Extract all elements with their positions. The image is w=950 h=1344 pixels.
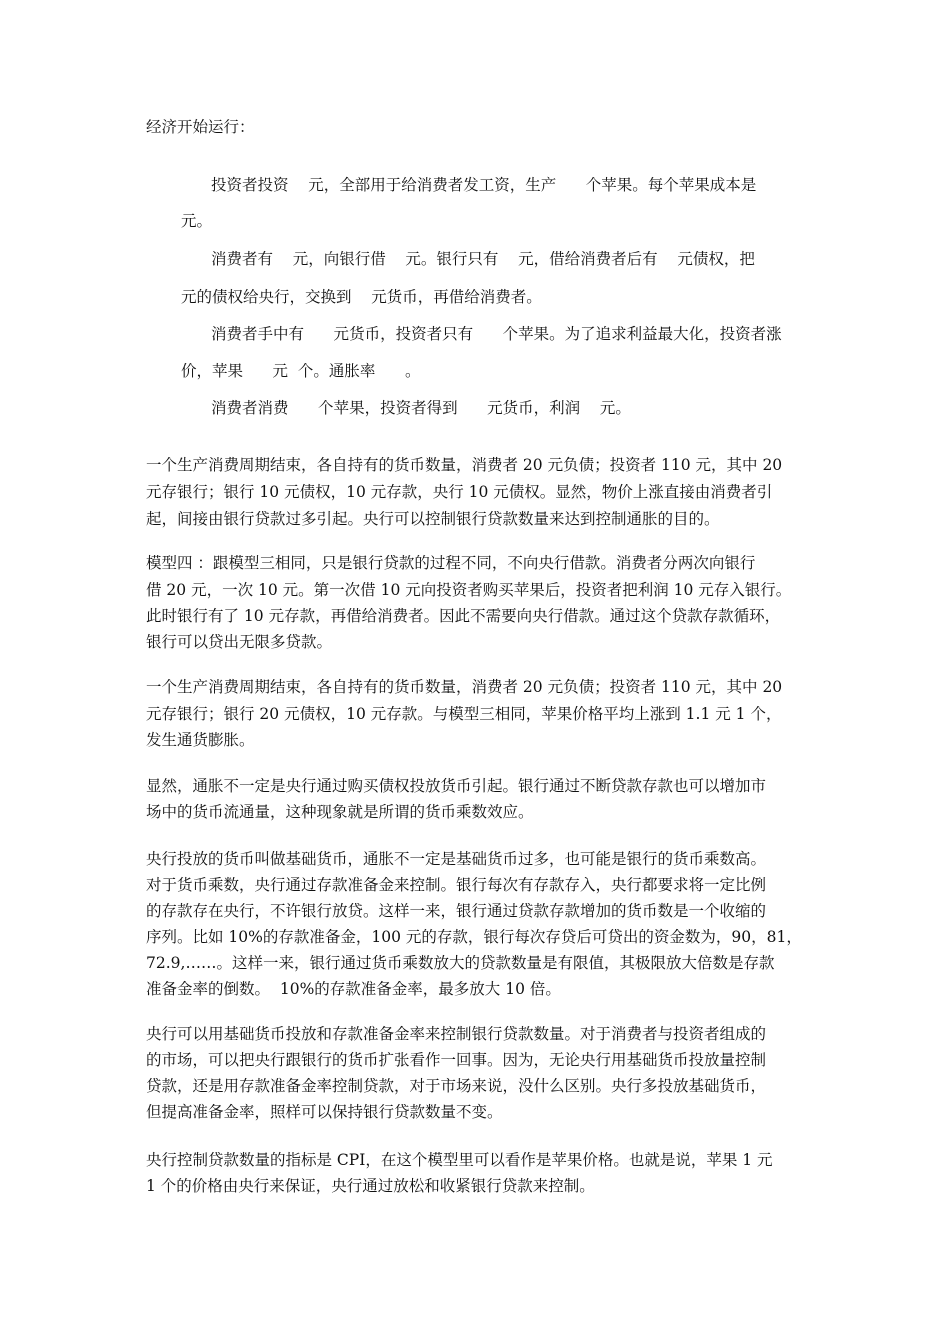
paragraph-7-line-2: 1 个的价格由央行来保证，央行通过放松和收紧银行贷款来控制。 bbox=[146, 1177, 595, 1195]
paragraph-3-line-3: 发生通货膨胀。 bbox=[146, 731, 255, 749]
paragraph-2-line-3: 此时银行有了 10 元存款，再借给消费者。因此不需要向央行借款。通过这个贷款存款循环， bbox=[146, 607, 781, 625]
paragraph-5-line-1: 央行投放的货币叫做基础货币，通胀不一定是基础货币过多，也可能是银行的货币乘数高。 bbox=[146, 850, 767, 868]
paragraph-5-line-6: 准备金率的倒数。 10%的存款准备金率，最多放大 10 倍。 bbox=[146, 980, 561, 998]
paragraph-3-line-1: 一个生产消费周期结束，各自持有的货币数量，消费者 20 元负债；投资者 110 元，其中 20 bbox=[146, 678, 783, 696]
paragraph-6-line-2: 的市场，可以把央行跟银行的货币扩张看作一回事。因为，无论央行用基础货币投放量控制 bbox=[146, 1051, 767, 1069]
paragraph-5-line-2: 对于货币乘数，央行通过存款准备金来控制。银行每次有存款存入，央行都要求将一定比例 bbox=[146, 876, 767, 894]
paragraph-1-line-2: 元存银行；银行 10 元债权，10 元存款，央行 10 元债权。显然，物价上涨直接由消费者引 bbox=[146, 483, 773, 501]
step-1-line-1: 投资者投资 元，全部用于给消费者发工资，生产 个苹果。每个苹果成本是 bbox=[211, 176, 757, 194]
step-3-line-1: 消费者手中有 元货币，投资者只有 个苹果。为了追求利益最大化，投资者涨 bbox=[211, 325, 782, 343]
paragraph-2-line-4: 银行可以贷出无限多贷款。 bbox=[146, 633, 333, 651]
step-4-line-1: 消费者消费 个苹果，投资者得到 元货币，利润 元。 bbox=[211, 399, 631, 417]
paragraph-5-line-3: 的存款存在央行，不许银行放贷。这样一来，银行通过贷款存款增加的货币数是一个收缩的 bbox=[146, 902, 767, 920]
paragraph-2-line-1: 模型四 ：跟模型三相同，只是银行贷款的过程不同，不向央行借款。消费者分两次向银行 bbox=[146, 554, 756, 572]
step-2-line-2: 元的债权给央行，交换到 元货币，再借给消费者。 bbox=[181, 288, 542, 306]
paragraph-6-line-1: 央行可以用基础货币投放和存款准备金率来控制银行贷款数量。对于消费者与投资者组成的 bbox=[146, 1025, 767, 1043]
paragraph-4-line-1: 显然，通胀不一定是央行通过购买债权投放货币引起。银行通过不断贷款存款也可以增加市 bbox=[146, 777, 767, 795]
paragraph-4-line-2: 场中的货币流通量，这种现象就是所谓的货币乘数效应。 bbox=[146, 803, 534, 821]
paragraph-5-line-4: 序列。比如 10%的存款准备金，100 元的存款，银行每次存贷后可贷出的资金数为，90，81， bbox=[146, 928, 802, 946]
paragraph-3-line-2: 元存银行；银行 20 元债权，10 元存款。与模型三相同，苹果价格平均上涨到 1.1 元 1 个， bbox=[146, 705, 782, 723]
paragraph-1-line-1: 一个生产消费周期结束，各自持有的货币数量，消费者 20 元负债；投资者 110 元，其中 20 bbox=[146, 456, 783, 474]
paragraph-2-line-2: 借 20 元，一次 10 元。第一次借 10 元向投资者购买苹果后，投资者把利润 10 元存入银行。 bbox=[146, 581, 792, 599]
step-3-line-2: 价，苹果 元 个。通胀率 。 bbox=[181, 362, 421, 380]
paragraph-6-line-4: 但提高准备金率，照样可以保持银行贷款数量不变。 bbox=[146, 1103, 503, 1121]
step-2-line-1: 消费者有 元，向银行借 元。银行只有 元，借给消费者后有 元债权，把 bbox=[211, 250, 755, 268]
paragraph-1-line-3: 起，间接由银行贷款过多引起。央行可以控制银行贷款数量来达到控制通胀的目的。 bbox=[146, 510, 720, 528]
paragraph-5-line-5: 72.9,……。这样一来，银行通过货币乘数放大的贷款数量是有限值，其极限放大倍数是存款 bbox=[146, 954, 775, 972]
paragraph-6-line-3: 贷款，还是用存款准备金率控制贷款，对于市场来说，没什么区别。央行多投放基础货币， bbox=[146, 1077, 767, 1095]
intro-heading: 经济开始运行： bbox=[146, 118, 255, 136]
paragraph-7-line-1: 央行控制贷款数量的指标是 CPI，在这个模型里可以看作是苹果价格。也就是说，苹果 1 元 bbox=[146, 1151, 773, 1169]
step-1-line-2: 元。 bbox=[181, 212, 213, 230]
